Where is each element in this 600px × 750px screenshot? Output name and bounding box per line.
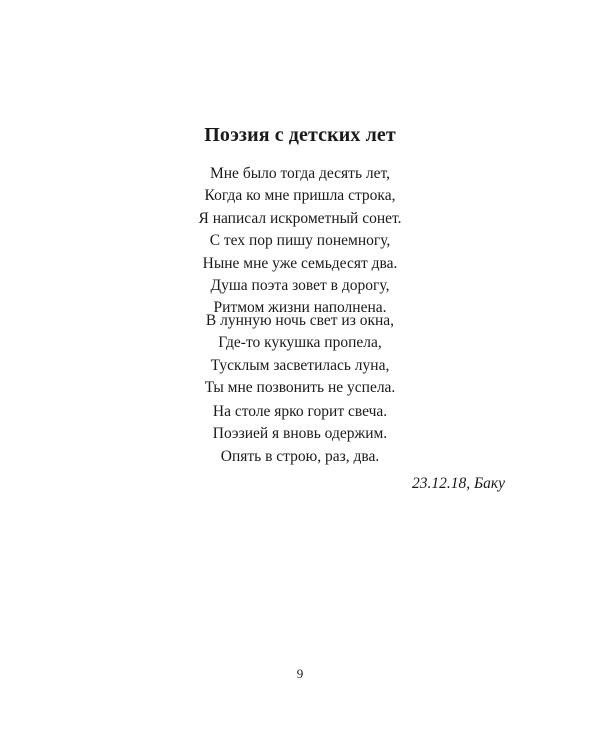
- poem-line: В лунную ночь свет из окна,: [205, 312, 395, 329]
- poem-line: Ты мне позвонить не успела.: [204, 379, 396, 397]
- poem-title: Поэзия с детских лет: [204, 124, 396, 146]
- poem-line: Мне было тогда десять лет,: [209, 165, 390, 182]
- poem-line: Ритмом жизни наполнена.: [213, 299, 387, 317]
- poem-line: Душа поэта зовет в дорогу,: [210, 277, 390, 295]
- poem-line: Тусклым засветилась луна,: [210, 356, 390, 374]
- poem-line: Ныне мне уже семьдесят два.: [202, 254, 398, 272]
- poem-date-place: 23.12.18, Баку: [411, 475, 505, 492]
- poem-line: Когда ко мне пришла строка,: [204, 187, 396, 205]
- poem-line: Поэзией я вновь одержим.: [212, 425, 388, 443]
- poem-line: Опять в строю, раз, два.: [220, 447, 380, 465]
- poem-line: Где-то кукушка пропела,: [218, 334, 382, 352]
- poem-line: С тех пор пишу понемногу,: [209, 232, 391, 250]
- stanza-3: [0, 401, 600, 468]
- poem-line: На столе ярко горит свеча.: [212, 403, 388, 420]
- stanza-1: [0, 163, 600, 320]
- poem-line: Я написал искрометный сонет.: [198, 209, 402, 227]
- stanza-2: [0, 310, 600, 400]
- page-number: 9: [296, 666, 304, 681]
